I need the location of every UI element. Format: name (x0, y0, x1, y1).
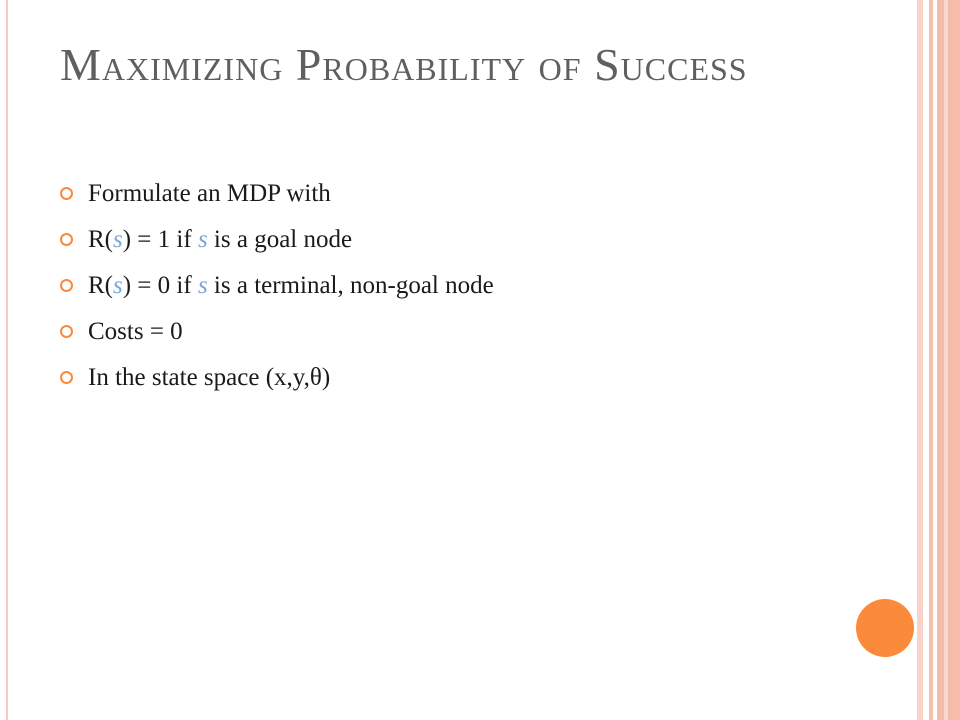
decorative-stripe (917, 0, 923, 720)
ring-bullet-icon (60, 187, 73, 200)
bullet-text: is a goal node (207, 226, 353, 253)
bullet-text: R( (88, 272, 113, 299)
bullet-text: is a terminal, non-goal node (207, 272, 494, 299)
bullet-item (60, 312, 494, 358)
bullet-item (60, 220, 494, 266)
variable-s: s (197, 226, 208, 253)
variable-s: s (113, 226, 123, 253)
ring-bullet-icon (60, 279, 73, 292)
left-border-line (6, 0, 8, 720)
ring-bullet-icon (60, 371, 73, 384)
bullet-item (60, 174, 494, 220)
bullet-text: In the state space (x,y,θ) (88, 364, 331, 391)
decorative-stripe (929, 0, 933, 720)
decorative-stripe (944, 0, 948, 720)
bullet-text: Formulate an MDP with (88, 180, 331, 207)
bullet-item (60, 358, 494, 404)
decorative-stripe (937, 0, 960, 720)
bullet-text: R( (88, 226, 113, 253)
slide-title: Maximizing Probability of Success (60, 39, 748, 90)
variable-s: s (197, 272, 208, 299)
bullet-list (60, 174, 494, 404)
bullet-text: Costs = 0 (88, 318, 183, 345)
ring-bullet-icon (60, 325, 73, 338)
bullet-item (60, 266, 494, 312)
bullet-text: ) = 0 if (122, 272, 198, 299)
accent-circle (856, 599, 914, 657)
ring-bullet-icon (60, 233, 73, 246)
variable-s: s (113, 272, 123, 299)
bullet-text: ) = 1 if (122, 226, 198, 253)
